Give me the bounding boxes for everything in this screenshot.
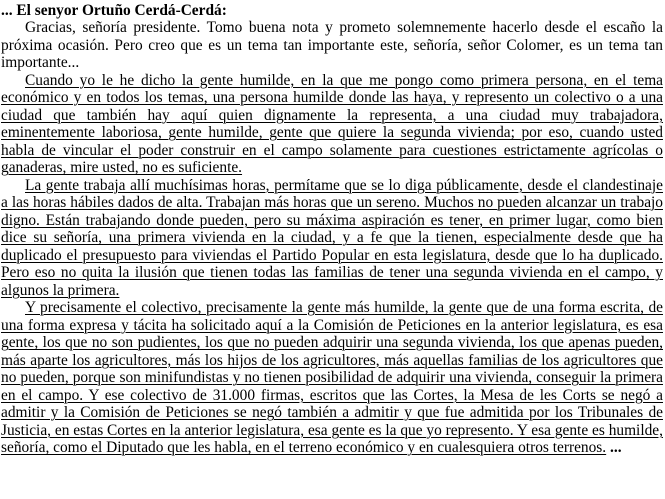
paragraph-1-text: Gracias, señoría presidente. Tomo buena nota y prometo solemnemente hacerlo desde el escaño la próxima ocasión. Pero creo que es un tema tan importante este, señoría, señor Colomer, es un tema tan importante... [1, 19, 663, 71]
speaker-name: El senyor Ortuño Cerdá-Cerdá: [16, 2, 227, 19]
transcript-page [0, 2, 665, 499]
paragraph-2 [1, 72, 663, 177]
paragraph-3 [1, 177, 663, 300]
paragraph-3-text: La gente trabaja allí muchísimas horas, permítame que se lo diga públicamente, desde el clandestinaje a las horas hábiles dados de alta. Trabajan más horas que un sereno. Muchos no pueden alcanzar un trabajo digno. Están trabajando donde pueden, pero su máxima aspiración es tener, en primer lugar, como bien dice su señoría, una primera vivienda en la ciudad, y a fe que la tienen, especialmente desde que ha duplicado el presupuesto para viviendas el Partido Popular en esta legislatura, desde que lo ha duplicado. Pero eso no quita la ilusión que tienen todas las familias de tener una segunda vivienda en el campo, y algunos la primera. [1, 176, 663, 299]
paragraph-1 [1, 19, 663, 72]
paragraph-4-ellipsis: ... [606, 439, 622, 456]
paragraph-4-text: Y precisamente el colectivo, precisamente la gente más humilde, la gente que de una forma escrita, de una forma expresa y tácita ha solicitado aquí a la Comisión de Peticiones en la anterior legislatura, es esa gente, los que no son pudientes, los que no pueden adquirir una segunda vivienda, los que apenas pueden, más aparte los agricultores, más los hijos de los agricultores, más aquellas familias de los agricultores que no pueden, porque son minifundistas y no tienen posibilidad de adquirir una vivienda, conseguir la primera en el campo. Y ese colectivo de 31.000 firmas, escritos que las Cortes, la Mesa de les Corts se negó a admitir y la Comisión de Peticiones se negó también a admitir y que fue admitida por los Tribunales de Justicia, en estas Cortes en la anterior legislatura, esa gente es la que yo represento. Y esa gente es humilde, señoría, como el Diputado que les habla, en el terreno económico y en cualesquiera otros terrenos. [1, 299, 663, 456]
paragraph-2-text: Cuando yo le he dicho la gente humilde, en la que me pongo como primera persona, en el tema económico y en todos los temas, una persona humilde donde las haya, y represento un colectivo o a una ciudad que también hay aquí quien dignamente la representa, a una ciudad muy trabajadora, eminentemente laboriosa, gente humilde, gente que quiere la segunda vivienda; por eso, cuando usted habla de vincular el poder construir en el campo solamente para cuestiones estrictamente agrícolas o ganaderas, mire usted, no es suficiente. [1, 71, 663, 176]
paragraph-4 [1, 299, 663, 457]
speaker-heading [1, 2, 663, 19]
speaker-prefix: ... [1, 2, 17, 19]
